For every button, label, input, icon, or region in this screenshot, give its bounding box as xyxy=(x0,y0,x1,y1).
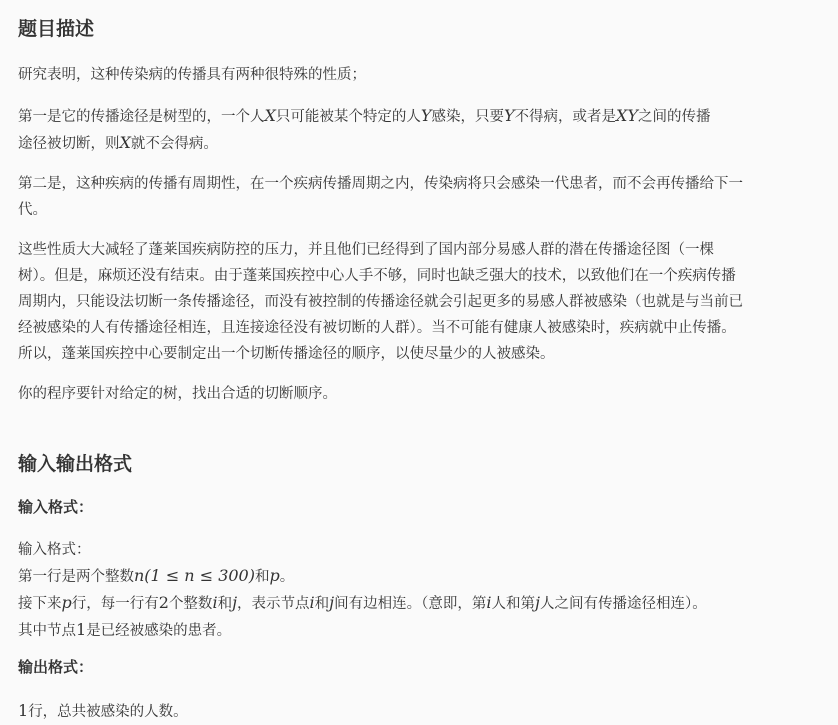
paragraph-first-property: 第一是它的传播途径是树型的，一个人X只可能被某个特定的人Y感染，只要Y不得病，或者是XY之间的传播 途径被切断，则X就不会得病。 xyxy=(18,106,711,152)
paragraph-task: 你的程序要针对给定的树，找出合适的切断顺序。 xyxy=(18,386,337,402)
input-format-body: 输入格式： 第一行是两个整数n(1 ≤ n ≤ 300)和p。 接下来p行，每一行有2个整数i和j，表示节点i和j间有边相连。（意即，第i人和第j人之间有传播途径相连）。 其中节点1是已经被感染的患者。 xyxy=(18,542,707,639)
section-title-description: 题目描述 xyxy=(18,18,95,40)
paragraph-properties-intro: 研究表明，这种传染病的传播具有两种很特殊的性质； xyxy=(18,67,366,83)
output-format-body: 1行，总共被感染的人数。 xyxy=(18,701,188,720)
paragraph-background: 这些性质大大减轻了蓬莱国疾病防控的压力，并且他们已经得到了国内部分易感人群的潜在传播途径图（一棵 树）。但是，麻烦还没有结束。由于蓬莱国疾控中心人手不够，同时也缺乏强大的技术，以致他们在一个疾病传播 周期内，只能设法切断一条传播途径，而没有被控制的传播途径就会引起更多的易感人群被感染（也就是与当前已 经被感染的人有传播途径相连，且连接途径没有被切断的人群）。当不可能有健康人被感染时，疾病就中止传播。 所以，蓬莱国疾控中心要制定出一个切断传播途径的顺序，以使尽量少的人被感染。 xyxy=(18,242,743,362)
paragraph-second-property: 第二是，这种疾病的传播有周期性，在一个疾病传播周期之内，传染病将只会感染一代患者，而不会再传播给下一 代。 xyxy=(18,176,743,218)
output-format-heading: 输出格式： xyxy=(18,658,94,676)
input-format-heading: 输入格式： xyxy=(18,498,94,516)
section-title-io-format: 输入输出格式 xyxy=(18,453,133,475)
